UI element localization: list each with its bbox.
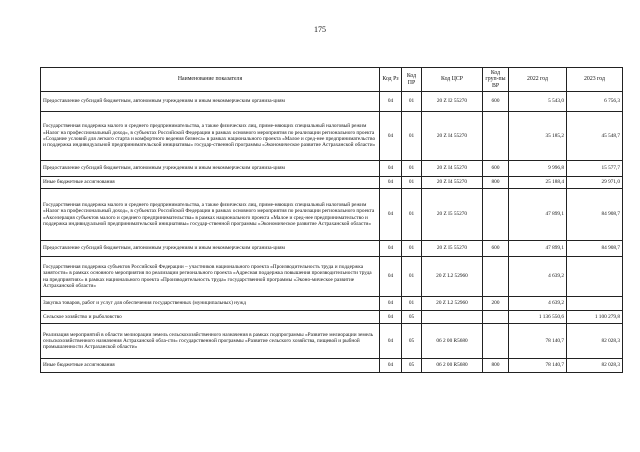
row-rz: 04 [380, 241, 402, 257]
row-2022: 4 639,2 [509, 297, 567, 311]
row-pr: 05 [402, 311, 422, 324]
row-csr: 20 Z I4 55270 [422, 177, 483, 189]
row-name: Закупка товаров, работ и услуг для обеспечения государственных (муниципальных) нужд [41, 297, 380, 311]
header-name: Наименование показателя [41, 68, 380, 92]
row-csr: 20 Z L2 52960 [422, 257, 483, 297]
row-2023: 82 028,3 [567, 359, 623, 373]
row-pr: 01 [402, 241, 422, 257]
row-rz: 04 [380, 161, 402, 177]
row-vr [483, 324, 509, 359]
row-name: Иные бюджетные ассигнования [41, 177, 380, 189]
row-csr: 20 Z I4 55270 [422, 112, 483, 161]
row-csr: 20 Z L2 52960 [422, 297, 483, 311]
row-rz: 04 [380, 257, 402, 297]
header-rz: Код Рз [380, 68, 402, 92]
row-2023: 15 577,7 [567, 161, 623, 177]
table-row [41, 257, 623, 297]
row-csr [422, 311, 483, 324]
table-row [41, 177, 623, 189]
table-header-row [41, 68, 623, 92]
row-2023: 6 756,3 [567, 92, 623, 112]
row-2022: 25 188,4 [509, 177, 567, 189]
row-pr: 01 [402, 161, 422, 177]
row-2022: 35 185,2 [509, 112, 567, 161]
row-csr: 20 Z I5 55270 [422, 241, 483, 257]
row-2022: 47 899,1 [509, 189, 567, 241]
row-pr: 05 [402, 324, 422, 359]
row-pr: 01 [402, 177, 422, 189]
row-pr: 01 [402, 297, 422, 311]
row-vr: 200 [483, 297, 509, 311]
row-2022: 4 639,2 [509, 257, 567, 297]
row-csr: 20 Z I2 55270 [422, 92, 483, 112]
header-2023: 2023 год [567, 68, 623, 92]
table-row [41, 359, 623, 373]
row-2023: 82 028,3 [567, 324, 623, 359]
row-name: Государственная поддержка субъектов Российской Федерации – участников национального проекта «Производительность труда и поддержка занятости» в рамках основного мероприятия по реализации регионального проекта «Адресная поддержка повышения производительности труда на предприятиях» в рамках национального проекта «Производительность труда» государственной программы «Эконо-мическое развитие Астраханской области» [41, 257, 380, 297]
row-vr: 600 [483, 241, 509, 257]
row-name: Предоставление субсидий бюджетным, автономным учреждениям и иным некоммерческим организа-циям [41, 92, 380, 112]
table-row [41, 189, 623, 241]
row-vr [483, 311, 509, 324]
table-row [41, 161, 623, 177]
row-vr: 800 [483, 359, 509, 373]
row-name: Реализация мероприятий в области мелиорации земель сельскохозяйственного назначения в рамках подпрограммы «Развитие мелиорации земель сельскохозяйственного назначения Астраханской обла-сти» государственной программы «Развитие сельского хозяйства, пищевой и рыбной промышленности Астраханской области» [41, 324, 380, 359]
row-2023: 45 548,7 [567, 112, 623, 161]
budget-table [40, 67, 623, 373]
row-rz: 04 [380, 92, 402, 112]
row-rz: 04 [380, 359, 402, 373]
row-csr: 06 2 00 R5680 [422, 359, 483, 373]
table-row [41, 112, 623, 161]
row-rz: 04 [380, 112, 402, 161]
row-vr [483, 189, 509, 241]
row-vr: 800 [483, 177, 509, 189]
row-name: Сельское хозяйство и рыболовство [41, 311, 380, 324]
row-csr: 20 Z I5 55270 [422, 189, 483, 241]
table-row [41, 311, 623, 324]
table-row [41, 92, 623, 112]
header-vr: Код груп-пы ВР [483, 68, 509, 92]
row-vr [483, 112, 509, 161]
page-number: 175 [314, 25, 326, 34]
row-rz: 04 [380, 311, 402, 324]
row-name: Предоставление субсидий бюджетным, автономным учреждениям и иным некоммерческим организа-циям [41, 241, 380, 257]
row-2023: 1 100 279,8 [567, 311, 623, 324]
row-2022: 5 543,0 [509, 92, 567, 112]
row-2022: 47 899,1 [509, 241, 567, 257]
row-vr: 600 [483, 161, 509, 177]
header-pr: Код ПР [402, 68, 422, 92]
row-2023 [567, 257, 623, 297]
header-2022: 2022 год [509, 68, 567, 92]
row-2022: 78 140,7 [509, 324, 567, 359]
row-name: Иные бюджетные ассигнования [41, 359, 380, 373]
row-pr: 01 [402, 92, 422, 112]
row-vr: 600 [483, 92, 509, 112]
row-2023: 84 908,7 [567, 189, 623, 241]
row-pr: 05 [402, 359, 422, 373]
row-pr: 01 [402, 257, 422, 297]
row-vr [483, 257, 509, 297]
row-rz: 04 [380, 297, 402, 311]
row-2022: 78 140,7 [509, 359, 567, 373]
row-csr: 20 Z I4 55270 [422, 161, 483, 177]
row-2023: 84 908,7 [567, 241, 623, 257]
row-2022: 1 136 550,6 [509, 311, 567, 324]
table-row [41, 324, 623, 359]
row-name: Государственная поддержка малого и среднего предпринимательства, а также физических лиц, приме-няющих специальный налоговый режим «Налог на профессиональный доход», в субъектах Российской Федерации в рамках основного мероприятия по реализации регионального проекта «Акселерация субъектов малого и среднего предпринимательства» в рамках национального проекта «Малое и сред-нее предпринимательство и поддержка индивидуальной предпринимательской инициативы» государ-ственной программы «Экономическое развитие Астраханской области» [41, 189, 380, 241]
row-pr: 01 [402, 189, 422, 241]
row-2022: 9 996,8 [509, 161, 567, 177]
row-rz: 04 [380, 177, 402, 189]
row-name: Предоставление субсидий бюджетным, автономным учреждениям и иным некоммерческим организа-циям [41, 161, 380, 177]
row-2023 [567, 297, 623, 311]
row-name: Государственная поддержка малого и среднего предпринимательства, а также физических лиц, приме-няющих специальный налоговый режим «Налог на профессиональный доход», в субъектах Российской Федерации в рамках основного мероприятия по реализации регионального проекта «Создание условий для легкого старта и комфортного ведения бизнеса» в рамках национального проекта «Малое и сред-нее предпринимательство и поддержка индивидуальной предпринимательской инициативы» государ-ственной программы «Экономическое развитие Астраханской области» [41, 112, 380, 161]
row-rz: 04 [380, 324, 402, 359]
row-pr: 01 [402, 112, 422, 161]
row-csr: 06 2 00 R5680 [422, 324, 483, 359]
row-2023: 29 971,0 [567, 177, 623, 189]
table-row [41, 297, 623, 311]
row-rz: 04 [380, 189, 402, 241]
header-csr: Код ЦСР [422, 68, 483, 92]
table-row [41, 241, 623, 257]
